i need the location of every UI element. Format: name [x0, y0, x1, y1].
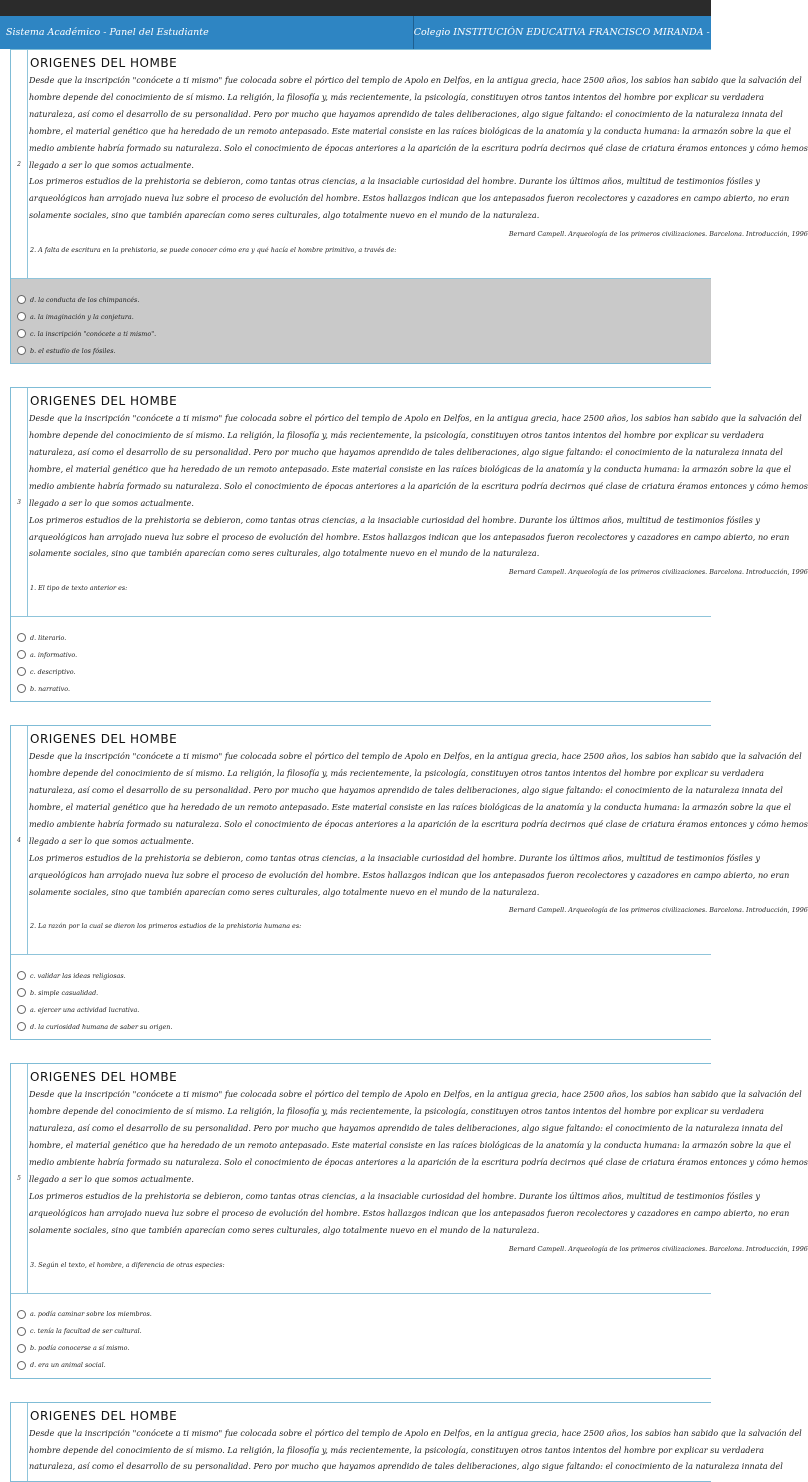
reading-text: [29, 72, 808, 224]
answer-option[interactable]: [17, 680, 711, 697]
question-prompt: 2. La razón por la cual se dieron los primeros estudios de la prehistoria humana es:: [30, 922, 302, 931]
reading-line: Desde que la inscripción "conócete a ti mismo" fue colocada sobre el pórtico del templo de Apolo en Delfos, en la antigua grecia, hace 2500 años, los sabios han sabido que la salvación del: [29, 1427, 802, 1438]
reading-line: naturaleza, así como el desarrollo de su personalidad. Pero por mucho que hayamos aprendido de tales deliberaciones, algo sigue faltando: el conocimiento de la naturaleza innata del: [29, 108, 783, 119]
option-label: d. era un animal social.: [30, 1361, 106, 1370]
reading-line: arqueológicos han arrojado nueva luz sobre el proceso de evolución del hombre. Estos hallazgos indican que los antepasados fueron recolectores y cazadores en campo abierto, no eran: [29, 1207, 790, 1218]
reading-line: hombre depende del conocimiento de sí mismo. La religión, la filosofía y, más recientemente, la psicología, constituyen otros tantos intentos del hombre por explicar su verdadera: [29, 91, 764, 102]
option-label: a. la imaginación y la conjetura.: [30, 312, 134, 321]
reading-source: Bernard Campell. Arqueología de los primeros civilizaciones. Barcelona. Introducción, 1996: [508, 568, 808, 577]
option-label: c. tenía la facultad de ser cultural.: [30, 1327, 142, 1336]
reading-line: arqueológicos han arrojado nueva luz sobre el proceso de evolución del hombre. Estos hallazgos indican que los antepasados fueron recolectores y cazadores en campo abierto, no eran: [29, 869, 790, 880]
radio-button[interactable]: [17, 312, 26, 321]
answer-options: [11, 954, 711, 1039]
reading-line: arqueológicos han arrojado nueva luz sobre el proceso de evolución del hombre. Estos hallazgos indican que los antepasados fueron recolectores y cazadores en campo abierto, no eran: [29, 531, 790, 542]
top-strip: [0, 0, 711, 16]
reading-title: ORIGENES DEL HOMBE: [30, 56, 178, 70]
reading-line: solamente sociales, sino que también aparecían como seres culturales, algo totalmente nuevo en el mundo de la naturaleza.: [29, 548, 540, 559]
radio-button[interactable]: [17, 633, 26, 642]
option-label: d. literario.: [30, 633, 67, 642]
option-label: a. ejercer una actividad lucrativa.: [30, 1005, 140, 1014]
radio-button[interactable]: [17, 346, 26, 355]
reading-line: llegado a ser lo que somos actualmente.: [29, 1174, 195, 1184]
reading-line: naturaleza, así como el desarrollo de su personalidad. Pero por mucho que hayamos aprendido de tales deliberaciones, algo sigue faltando: el conocimiento de la naturaleza innata del: [29, 785, 783, 796]
question-prompt: 3. Según el texto, el hombre, a diferencia de otras especies:: [30, 1260, 225, 1269]
reading-line: solamente sociales, sino que también aparecían como seres culturales, algo totalmente nuevo en el mundo de la naturaleza.: [29, 1224, 540, 1235]
answer-option[interactable]: [17, 663, 711, 680]
answer-option[interactable]: [17, 629, 711, 646]
radio-button[interactable]: [17, 1310, 26, 1319]
reading-line: llegado a ser lo que somos actualmente.: [29, 497, 195, 508]
radio-button[interactable]: [17, 684, 26, 693]
answer-options: [11, 616, 711, 701]
answer-option[interactable]: [17, 1018, 711, 1035]
reading-line: solamente sociales, sino que también aparecían como seres culturales, algo totalmente nuevo en el mundo de la naturaleza.: [29, 210, 540, 221]
reading-title: ORIGENES DEL HOMBE: [30, 1070, 178, 1085]
answer-option[interactable]: [17, 1306, 711, 1323]
reading-line: hombre depende del conocimiento de sí mismo. La religión, la filosofía y, más recientemente, la psicología, constituyen otros tantos intentos del hombre por explicar su verdadera: [29, 1106, 764, 1117]
question-prompt: 2. A falta de escritura en la prehistoria, se puede conocer cómo era y qué hacía el hombre primitivo, a través de:: [30, 246, 397, 255]
question-number: 4: [17, 836, 21, 844]
reading-line: hombre, el material genético que ha heredado de un remoto antepasado. Este material consiste en las raíces biológicas de la anatomía y la conducta humana: la armazón sobre la que el: [29, 1140, 791, 1151]
answer-option[interactable]: [17, 291, 711, 308]
reading-line: Desde que la inscripción "conócete a ti mismo" fue colocada sobre el pórtico del templo de Apolo en Delfos, en la antigua grecia, hace 2500 años, los sabios han sabido que la salvación del: [29, 75, 802, 85]
option-label: a. informativo.: [30, 650, 78, 659]
question-number: 3: [17, 498, 21, 506]
answer-option[interactable]: [17, 984, 711, 1001]
option-label: b. el estudio de los fósiles.: [30, 346, 116, 355]
answer-options: [11, 1293, 711, 1378]
reading-text: [29, 410, 808, 562]
reading-line: hombre depende del conocimiento de sí mismo. La religión, la filosofía y, más recientemente, la psicología, constituyen otros tantos intentos del hombre por explicar su verdadera: [29, 1444, 764, 1455]
reading-line: arqueológicos han arrojado nueva luz sobre el proceso de evolución del hombre. Estos hallazgos indican que los antepasados fueron recolectores y cazadores en campo abierto, no eran: [29, 193, 790, 204]
option-label: c. descriptivo.: [30, 667, 76, 676]
radio-button[interactable]: [17, 667, 26, 676]
reading-line: naturaleza, así como el desarrollo de su personalidad. Pero por mucho que hayamos aprendido de tales deliberaciones, algo sigue faltando: el conocimiento de la naturaleza innata del: [29, 1461, 783, 1472]
answer-option[interactable]: [17, 1323, 711, 1340]
radio-button[interactable]: [17, 971, 26, 980]
reading-line: llegado a ser lo que somos actualmente.: [29, 159, 195, 170]
option-label: c. la inscripción "conócete a ti mismo".: [30, 329, 157, 338]
answer-option[interactable]: [17, 1357, 711, 1374]
radio-button[interactable]: [17, 295, 26, 304]
radio-button[interactable]: [17, 1005, 26, 1014]
system-title: Sistema Académico - Panel del Estudiante: [6, 27, 209, 38]
answer-option[interactable]: [17, 1340, 711, 1357]
reading-line: Los primeros estudios de la prehistoria se debieron, como tantas otras ciencias, a la insaciable curiosidad del hombre. Durante los últimos años, multitud de testimonios fósiles y: [29, 514, 760, 525]
answer-option[interactable]: [17, 1001, 711, 1018]
question-number: 5: [17, 1175, 21, 1183]
radio-button[interactable]: [17, 650, 26, 659]
option-label: d. la curiosidad humana de saber su origen.: [30, 1022, 173, 1031]
question-list: [0, 49, 808, 1482]
question-prompt: 1. El tipo de texto anterior es:: [30, 584, 128, 593]
school-name: Colegio INSTITUCIÓN EDUCATIVA FRANCISCO MIRANDA - 2025: [413, 27, 737, 38]
reading-line: hombre depende del conocimiento de sí mismo. La religión, la filosofía y, más recientemente, la psicología, constituyen otros tantos intentos del hombre por explicar su verdadera: [29, 768, 764, 779]
radio-button[interactable]: [17, 1361, 26, 1370]
option-label: b. podía conocerse a sí mismo.: [30, 1344, 130, 1353]
reading-line: naturaleza, así como el desarrollo de su personalidad. Pero por mucho que hayamos aprendido de tales deliberaciones, algo sigue faltando: el conocimiento de la naturaleza innata del: [29, 1123, 783, 1134]
reading-source: Bernard Campell. Arqueología de los primeros civilizaciones. Barcelona. Introducción, 1996: [508, 230, 808, 239]
reading-line: medio ambiente habría formado su naturaleza. Solo el conocimiento de épocas anteriores a la aparición de la escritura podría decirnos qué clase de criatura éramos entonces y cómo hemos: [29, 1157, 808, 1168]
reading-line: hombre, el material genético que ha heredado de un remoto antepasado. Este material consiste en las raíces biológicas de la anatomía y la conducta humana: la armazón sobre la que el: [29, 125, 791, 136]
reading-line: Desde que la inscripción "conócete a ti mismo" fue colocada sobre el pórtico del templo de Apolo en Delfos, en la antigua grecia, hace 2500 años, los sabios han sabido que la salvación del: [29, 413, 802, 424]
answer-option[interactable]: [17, 308, 711, 325]
option-label: d. la conducta de los chimpancés.: [30, 295, 140, 304]
reading-line: Desde que la inscripción "conócete a ti mismo" fue colocada sobre el pórtico del templo de Apolo en Delfos, en la antigua grecia, hace 2500 años, los sabios han sabido que la salvación del: [29, 1089, 802, 1100]
reading-line: solamente sociales, sino que también aparecían como seres culturales, algo totalmente nuevo en el mundo de la naturaleza.: [29, 886, 540, 897]
reading-line: Los primeros estudios de la prehistoria se debieron, como tantas otras ciencias, a la insaciable curiosidad del hombre. Durante los últimos años, multitud de testimonios fósiles y: [29, 852, 760, 863]
answer-option[interactable]: [17, 342, 711, 359]
reading-title: ORIGENES DEL HOMBE: [30, 732, 178, 747]
question-card: [10, 725, 808, 1040]
question-card: [10, 49, 808, 364]
reading-line: medio ambiente habría formado su naturaleza. Solo el conocimiento de épocas anteriores a la aparición de la escritura podría decirnos qué clase de criatura éramos entonces y cómo hemos: [29, 142, 808, 153]
option-label: a. podía caminar sobre los miembros.: [30, 1310, 152, 1319]
radio-button[interactable]: [17, 1327, 26, 1336]
reading-source: Bernard Campell. Arqueología de los primeros civilizaciones. Barcelona. Introducción, 1996: [508, 1244, 808, 1253]
question-number: 2: [17, 160, 21, 168]
reading-line: hombre, el material genético que ha heredado de un remoto antepasado. Este material consiste en las raíces biológicas de la anatomía y la conducta humana: la armazón sobre la que el: [29, 802, 791, 813]
answer-option[interactable]: [17, 646, 711, 663]
reading-text: [29, 1425, 802, 1476]
reading-line: hombre, el material genético que ha heredado de un remoto antepasado. Este material consiste en las raíces biológicas de la anatomía y la conducta humana: la armazón sobre la que el: [29, 463, 791, 474]
reading-line: hombre depende del conocimiento de sí mismo. La religión, la filosofía y, más recientemente, la psicología, constituyen otros tantos intentos del hombre por explicar su verdadera: [29, 430, 764, 441]
reading-title: ORIGENES DEL HOMBE: [30, 1408, 178, 1423]
reading-line: Desde que la inscripción "conócete a ti mismo" fue colocada sobre el pórtico del templo de Apolo en Delfos, en la antigua grecia, hace 2500 años, los sabios han sabido que la salvación del: [29, 751, 802, 762]
reading-line: Los primeros estudios de la prehistoria se debieron, como tantas otras ciencias, a la insaciable curiosidad del hombre. Durante los últimos años, multitud de testimonios fósiles y: [29, 176, 760, 187]
reading-title: ORIGENES DEL HOMBE: [30, 394, 178, 409]
reading-text: [29, 1086, 808, 1238]
question-card: [10, 1402, 802, 1482]
answer-options: [11, 278, 711, 363]
app-header: [0, 16, 737, 49]
reading-source: Bernard Campell. Arqueología de los primeros civilizaciones. Barcelona. Introducción, 1996: [508, 906, 808, 915]
question-card: [10, 387, 808, 702]
reading-line: llegado a ser lo que somos actualmente.: [29, 835, 195, 846]
reading-line: Los primeros estudios de la prehistoria se debieron, como tantas otras ciencias, a la insaciable curiosidad del hombre. Durante los últimos años, multitud de testimonios fósiles y: [29, 1190, 760, 1201]
option-label: c. validar las ideas religiosas.: [30, 971, 126, 980]
reading-line: medio ambiente habría formado su naturaleza. Solo el conocimiento de épocas anteriores a la aparición de la escritura podría decirnos qué clase de criatura éramos entonces y cómo hemos: [29, 818, 808, 829]
reading-text: [29, 748, 808, 900]
answer-option[interactable]: [17, 967, 711, 984]
radio-button[interactable]: [17, 988, 26, 997]
reading-line: medio ambiente habría formado su naturaleza. Solo el conocimiento de épocas anteriores a la aparición de la escritura podría decirnos qué clase de criatura éramos entonces y cómo hemos: [29, 480, 808, 491]
option-label: b. narrativo.: [30, 684, 70, 693]
reading-line: naturaleza, así como el desarrollo de su personalidad. Pero por mucho que hayamos aprendido de tales deliberaciones, algo sigue faltando: el conocimiento de la naturaleza innata del: [29, 446, 783, 457]
radio-button[interactable]: [17, 1022, 26, 1031]
answer-option[interactable]: [17, 325, 711, 342]
radio-button[interactable]: [17, 1344, 26, 1353]
radio-button[interactable]: [17, 329, 26, 338]
question-card: [10, 1063, 808, 1378]
option-label: b. simple casualidad.: [30, 988, 99, 997]
